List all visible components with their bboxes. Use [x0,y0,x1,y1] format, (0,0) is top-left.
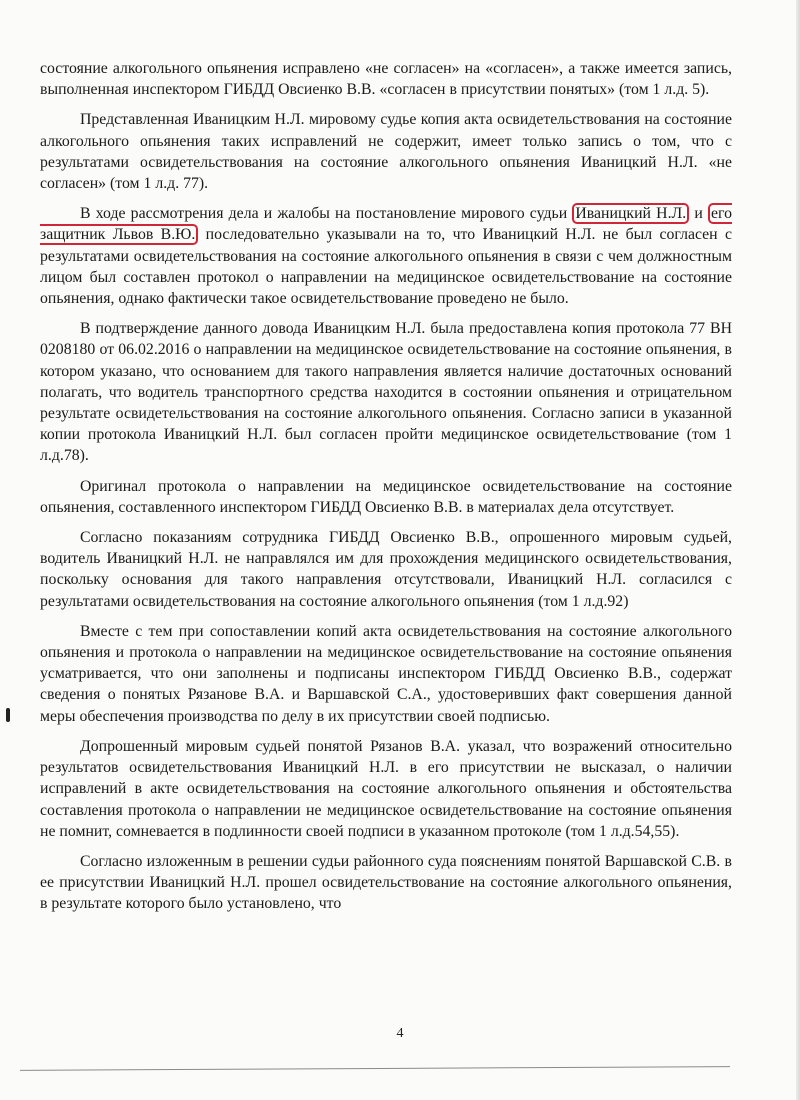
paragraph-3-before: В ходе рассмотрения дела и жалобы на постановление мирового судьи [80,205,573,223]
bottom-rule [20,1066,730,1071]
paragraph-8: Допрошенный мировым судьей понятой Рязанов В.А. указал, что возражений относительно результатов освидетельствования Иваницкий Н.Л. в его присутствии не высказал, о наличии исправлений в акте освидетельствования на состояние алкогольного опьянения и обстоятельства составления протокола о направлении не медицинское освидетельствование на состояние опьянения не помнит, сомневается в подлинности своей подписи в указанном протоколе (том 1 л.д.54,55). [40,737,732,840]
paragraph-4: В подтверждение данного довода Иваницким Н.Л. была предоставлена копия протокола 77 ВН 0208180 от 06.02.2016 о направлении на медицинское освидетельствование на состояние опьянения, в котором указано, что основанием для такого направления является наличие достаточных оснований полагать, что водитель транспортного средства находится в состоянии опьянения и отрицательном результате освидетельствования на состояние алкогольного опьянения. Согласно записи в указанной копии протокола Иваницкий Н.Л. был согласен пройти медицинское освидетельствование (том 1 л.д.78). [40,320,732,465]
page-number: 4 [396,1026,404,1041]
paragraph-6: Согласно показаниям сотрудника ГИБДД Овсиенко В.В., опрошенного мировым судьей, водитель Иваницкий Н.Л. не направлялся им для прохождения медицинского освидетельствования, поскольку основания для такого направления отсутствовали, Иваницкий Н.Л. согласился с результатами освидетельствования на состояние алкогольного опьянения (том 1 л.д.92) [40,529,732,610]
margin-mark [6,708,10,722]
paragraph-5: Оригинал протокола о направлении на медицинское освидетельствование на состояние опьянения, составленного инспектором ГИБДД Овсиенко В.В. в материалах дела отсутствует. [40,477,732,516]
highlight-ivanitsky: Иваницкий Н.Л. [572,203,689,224]
highlight-defender-lvov: его защитник Львов В.Ю. [40,205,732,244]
scan-edge [796,0,800,1100]
paragraph-3-after: последовательно указывали на то, что Иваницкий Н.Л. не был согласен с результатами освидетельствования на состояние алкогольного опьянения в связи с чем должностным лицом был составлен протокол о направлении на медицинское освидетельствование на состояние опьянения, однако фактически такое освидетельствование проведено не было. [40,226,732,308]
document-body [40,58,732,924]
paragraph-3-mid: и [689,205,708,223]
paragraph-1: состояние алкогольного опьянения исправлено «не согласен» на «согласен», а также имеется запись, выполненная инспектором ГИБДД Овсиенко В.В. «согласен в присутствии понятых» (том 1 л.д. 5). [40,60,732,99]
paragraph-2: Представленная Иваницким Н.Л. мировому судье копия акта освидетельствования на состояние алкогольного опьянения таких исправлений не содержит, имеет только запись о том, что с результатами освидетельствования на состояние алкогольного опьянения Иваницкий Н.Л. «не согласен» (том 1 л.д. 77). [40,111,732,193]
paragraph-9: Согласно изложенным в решении судьи районного суда пояснениям понятой Варшавской С.В. в ее присутствии Иваницкий Н.Л. прошел освидетельствование на состояние алкогольного опьянения, в результате которого было установлено, что [40,852,732,913]
paragraph-7: Вместе с тем при сопоставлении копий акта освидетельствования на состояние алкогольного опьянения и протокола о направлении на медицинское освидетельствование на состояние опьянения усматривается, что они заполнены и подписаны инспектором ГИБДД Овсиенко В.В., содержат сведения о понятых Рязанове В.А. и Варшавской С.А., удостоверивших факт совершения данной меры обеспечения производства по делу в их присутствии своей подписью. [40,622,732,725]
paragraph-3 [40,203,732,309]
